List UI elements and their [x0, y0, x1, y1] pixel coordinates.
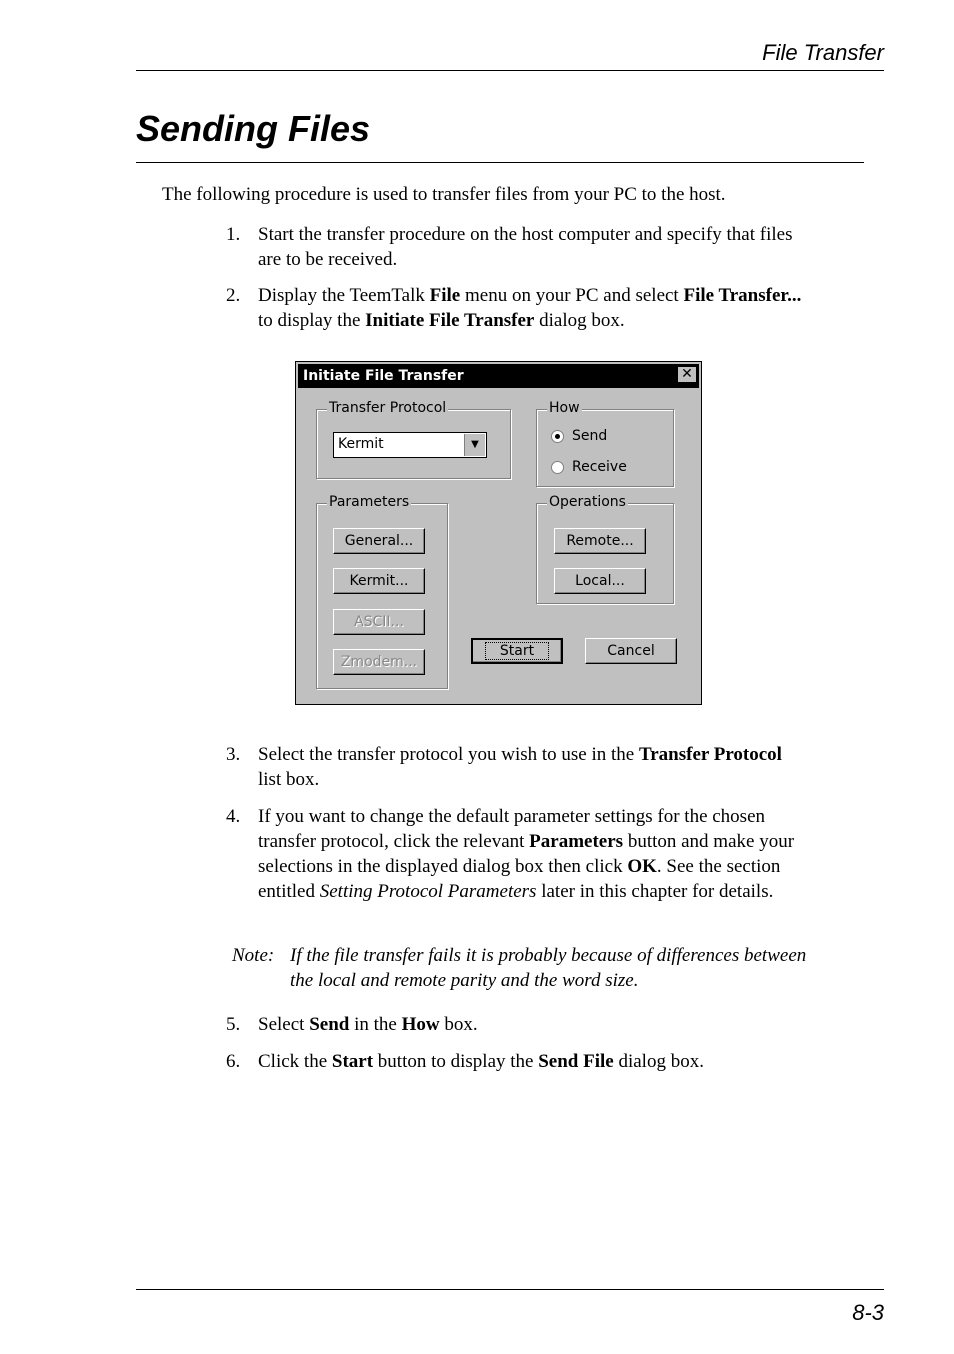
page-number: 8-3	[852, 1300, 884, 1325]
parameters-label: Parameters	[329, 494, 410, 510]
footer-rule	[136, 1289, 884, 1290]
operations-label: Operations	[549, 494, 626, 510]
initiate-file-transfer-dialog	[295, 361, 702, 705]
note-text: If the file transfer fails it is probably because of differences between the local and remote parity and the word size.	[290, 945, 807, 991]
step-6	[226, 1049, 806, 1074]
intro-paragraph: The following procedure is used to transfer files from your PC to the host.	[162, 184, 726, 205]
page-title: Sending Files	[136, 108, 371, 149]
header-rule	[136, 70, 884, 71]
zmodem-button[interactable]: Zmodem...	[333, 649, 425, 675]
step-number: 6.	[226, 1051, 241, 1072]
note	[232, 943, 812, 993]
step-number: 4.	[226, 806, 241, 827]
step-text: Display the TeemTalk File menu on your PC and select File Transfer... to display the Initiate File Transfer dialog box.	[258, 285, 802, 331]
step-text: Start the transfer procedure on the host computer and specify that files are to be received.	[258, 224, 793, 270]
remote-button[interactable]: Remote...	[554, 528, 646, 554]
step-text: If you want to change the default parameter settings for the chosen transfer protocol, click the relevant Parameters button and make your selections in the displayed dialog box then click OK. See the section entitled Setting Protocol Parameters later in this chapter for details.	[258, 806, 795, 902]
step-text: Click the Start button to display the Send File dialog box.	[258, 1051, 704, 1072]
protocol-select[interactable]	[333, 432, 487, 458]
send-label: Send	[572, 428, 608, 444]
how-label: How	[549, 400, 580, 416]
local-button[interactable]: Local...	[554, 568, 646, 594]
start-button[interactable]	[471, 638, 563, 664]
radio-checked-icon	[551, 430, 564, 443]
step-2	[226, 283, 806, 333]
step-5	[226, 1012, 806, 1037]
ascii-button[interactable]: ASCII...	[333, 609, 425, 635]
transfer-protocol-group	[316, 400, 511, 479]
how-group	[536, 400, 674, 487]
running-header: File Transfer	[762, 40, 884, 65]
general-button[interactable]: General...	[333, 528, 425, 554]
transfer-protocol-label: Transfer Protocol	[329, 400, 447, 416]
protocol-value: Kermit	[338, 436, 384, 452]
cancel-button[interactable]: Cancel	[585, 638, 677, 664]
receive-radio[interactable]	[551, 459, 627, 475]
step-4	[226, 804, 806, 904]
step-number: 1.	[226, 224, 241, 245]
step-number: 2.	[226, 285, 241, 306]
send-radio[interactable]	[551, 428, 607, 444]
step-number: 5.	[226, 1014, 241, 1035]
chevron-down-icon[interactable]: ▼	[464, 434, 485, 456]
step-3	[226, 742, 806, 792]
parameters-group	[316, 494, 448, 689]
start-label: Start	[486, 643, 548, 659]
step-1	[226, 222, 806, 272]
kermit-button[interactable]: Kermit...	[333, 568, 425, 594]
step-text: Select Send in the How box.	[258, 1014, 478, 1035]
dialog-title: Initiate File Transfer	[298, 364, 699, 388]
step-text: Select the transfer protocol you wish to use in the Transfer Protocol list box.	[258, 744, 782, 790]
close-icon[interactable]: ✕	[677, 366, 697, 383]
step-number: 3.	[226, 744, 241, 765]
radio-unchecked-icon	[551, 461, 564, 474]
operations-group	[536, 494, 674, 604]
receive-label: Receive	[572, 459, 627, 475]
note-label: Note:	[232, 945, 275, 966]
title-rule	[136, 162, 864, 163]
